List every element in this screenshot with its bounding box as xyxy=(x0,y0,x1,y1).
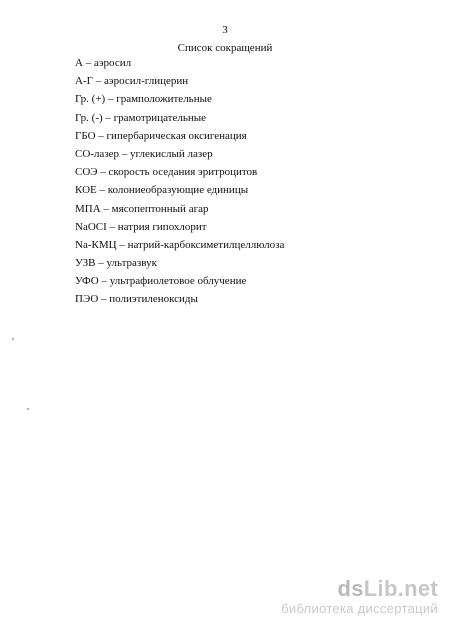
abbreviation-item xyxy=(75,236,284,254)
dash-separator xyxy=(107,221,118,233)
dash-separator xyxy=(99,275,110,287)
dash-separator xyxy=(101,203,112,215)
abbreviation-term: УФО xyxy=(75,275,99,288)
dash-separator xyxy=(83,57,94,69)
abbreviation-item xyxy=(75,272,284,290)
watermark-tagline: библиотека диссертаций xyxy=(281,601,438,616)
abbreviation-term: А-Г xyxy=(75,75,93,88)
abbreviation-term: ГБО xyxy=(75,129,96,142)
abbreviation-item xyxy=(75,181,284,199)
dash-separator xyxy=(96,257,107,269)
dash-separator xyxy=(119,148,130,160)
dash-separator xyxy=(93,75,104,87)
abbreviation-meaning: грамотрицательные xyxy=(113,111,207,124)
abbreviation-meaning: колониеобразующие единицы xyxy=(107,184,249,197)
dash-separator xyxy=(105,93,116,105)
abbreviation-item xyxy=(75,54,284,72)
page-title: Список сокращений xyxy=(177,42,273,54)
abbreviation-meaning: скорость оседания эритроцитов xyxy=(108,166,258,179)
abbreviation-item xyxy=(75,163,284,181)
abbreviation-term: Na-КМЦ xyxy=(75,238,117,251)
abbreviation-meaning: полиэтиленоксиды xyxy=(109,293,198,306)
dash-separator xyxy=(97,184,108,196)
page-number: 3 xyxy=(222,24,228,36)
abbreviation-term: ПЭО xyxy=(75,293,99,306)
abbreviation-item xyxy=(75,218,284,236)
watermark-logo-lib: Lib.net xyxy=(363,576,438,601)
abbreviation-list xyxy=(75,54,284,309)
abbreviation-item xyxy=(75,254,284,272)
abbreviation-item xyxy=(75,90,284,108)
abbreviation-item xyxy=(75,145,284,163)
abbreviation-term: УЗВ xyxy=(75,257,96,270)
watermark-logo-ds: ds xyxy=(337,576,364,601)
abbreviation-meaning: грамположительные xyxy=(116,93,212,106)
abbreviation-term: СО-лазер xyxy=(75,147,120,160)
abbreviation-meaning: аэросил-глицерин xyxy=(103,75,189,88)
abbreviation-meaning: аэросил xyxy=(93,57,132,69)
abbreviation-meaning: углекислый лазер xyxy=(130,147,213,160)
dash-separator xyxy=(98,166,109,178)
abbreviation-item xyxy=(75,109,284,127)
abbreviation-meaning: гипербарическая оксигенация xyxy=(106,129,247,142)
abbreviation-meaning: мясопептонный агар xyxy=(111,202,209,215)
dash-separator xyxy=(103,112,114,124)
abbreviation-term: Гр. (-) xyxy=(75,111,103,124)
abbreviation-term: А xyxy=(75,57,83,69)
abbreviation-term: Гр. (+) xyxy=(75,93,106,106)
abbreviation-item xyxy=(75,72,284,90)
abbreviation-term: СОЭ xyxy=(75,166,98,179)
watermark xyxy=(281,577,438,617)
abbreviation-meaning: ультрафиолетовое облучение xyxy=(109,275,247,288)
abbreviation-term: КОЕ xyxy=(75,184,97,197)
abbreviation-meaning: ультразвук xyxy=(106,257,157,270)
watermark-logo xyxy=(281,577,438,601)
abbreviation-meaning: натрий-карбоксиметилцеллюлоза xyxy=(127,238,285,251)
abbreviation-item xyxy=(75,127,284,145)
abbreviation-term: МПА xyxy=(75,202,101,215)
abbreviation-term: NaOCI xyxy=(75,220,107,233)
abbreviation-item xyxy=(75,290,284,308)
dash-separator xyxy=(117,239,128,251)
scan-speck xyxy=(12,338,14,340)
abbreviation-meaning: натрия гипохлорит xyxy=(117,220,207,233)
abbreviation-item xyxy=(75,200,284,218)
dash-separator xyxy=(96,130,107,142)
dash-separator xyxy=(98,293,109,305)
scan-speck xyxy=(27,408,29,410)
